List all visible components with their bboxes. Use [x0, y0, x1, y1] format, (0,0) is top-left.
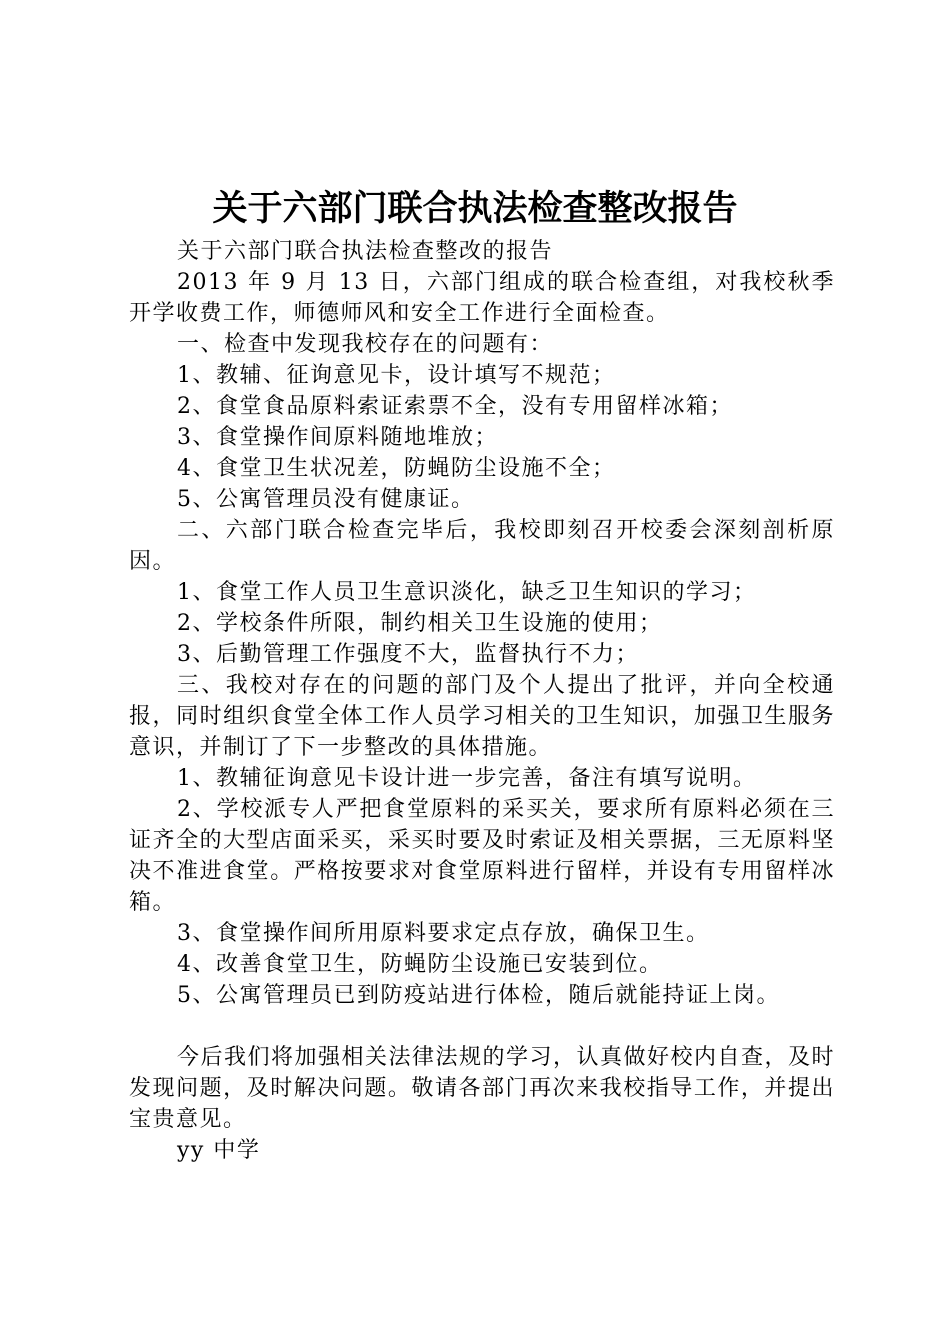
document-title: 关于六部门联合执法检查整改报告	[212, 188, 738, 229]
subtitle-paragraph: 关于六部门联合执法检查整改的报告	[177, 239, 554, 264]
problem-item: 5、公寓管理员没有健康证。	[177, 487, 475, 512]
cause-item: 2、学校条件所限，制约相关卫生设施的使用；	[177, 611, 663, 636]
problem-item: 3、食堂操作间原料随地堆放；	[177, 425, 498, 450]
measure-item: 5、公寓管理员已到防疫站进行体检，随后就能持证上岗。	[177, 983, 780, 1008]
blank-line	[129, 1011, 835, 1042]
problem-item: 2、食堂食品原料索证索票不全，没有专用留样冰箱；	[177, 394, 733, 419]
section-heading-measures: 三、我校对存在的问题的部门及个人提出了批评，并向全校通报，同时组织食堂全体工作人员学习相关的卫生知识，加强卫生服务意识，并制订了下一步整改的具体措施。	[129, 673, 835, 760]
closing-paragraph: 今后我们将加强相关法律法规的学习，认真做好校内自查，及时发现问题，及时解决问题。敬请各部门再次来我校指导工作，并提出宝贵意见。	[129, 1045, 836, 1132]
measure-item: 4、改善食堂卫生，防蝇防尘设施已安装到位。	[177, 952, 663, 977]
measure-item: 2、学校派专人严把食堂原料的采买关，要求所有原料必须在三证齐全的大型店面采买，采买时要及时索证及相关票据，三无原料坚决不准进食堂。严格按要求对食堂原料进行留样，并设有专用留样冰箱。	[129, 797, 835, 915]
measure-item: 1、教辅征询意见卡设计进一步完善，备注有填写说明。	[177, 766, 757, 791]
document-body	[129, 236, 835, 1166]
intro-paragraph: 2013 年 9 月 13 日，六部门组成的联合检查组，对我校秋季开学收费工作，师德师风和安全工作进行全面检查。	[129, 270, 835, 326]
signature: yy 中学	[177, 1138, 261, 1163]
section-heading-causes: 二、六部门联合检查完毕后，我校即刻召开校委会深刻剖析原因。	[129, 518, 835, 574]
cause-item: 1、食堂工作人员卫生意识淡化，缺乏卫生知识的学习；	[177, 580, 757, 605]
measure-item: 3、食堂操作间所用原料要求定点存放，确保卫生。	[177, 921, 710, 946]
cause-item: 3、后勤管理工作强度不大，监督执行不力；	[177, 642, 639, 667]
section-heading-problems: 一、检查中发现我校存在的问题有：	[177, 332, 554, 357]
problem-item: 1、教辅、征询意见卡，设计填写不规范；	[177, 363, 616, 388]
problem-item: 4、食堂卫生状况差，防蝇防尘设施不全；	[177, 456, 616, 481]
